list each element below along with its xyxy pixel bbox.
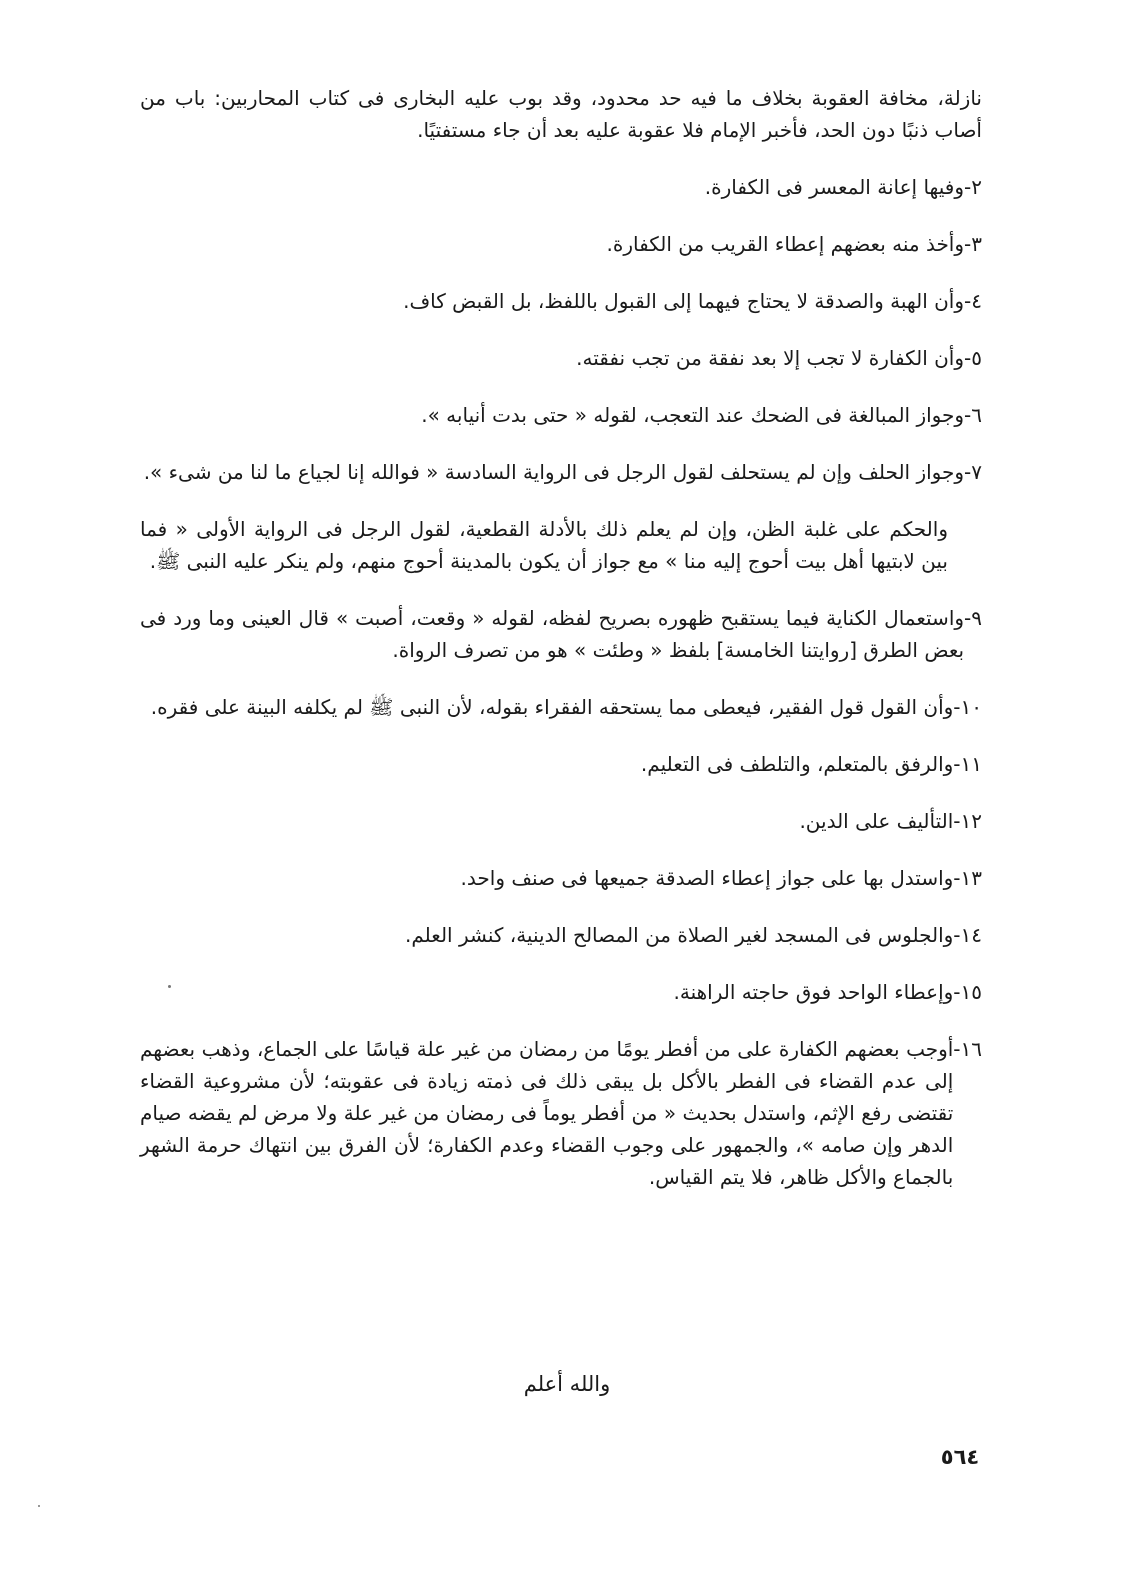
page-number: ٥٦٤	[940, 1445, 980, 1469]
item-text: وإعطاء الواحد فوق حاجته الراهنة.	[673, 980, 954, 1004]
intro-paragraph: نازلة، مخافة العقوبة بخلاف ما فيه حد محدود، وقد بوب عليه البخارى فى كتاب المحاربين: باب من أصاب ذنبًا دون الحد، فأخبر الإمام فلا عقوبة عليه بعد أن جاء مستفتيًا.	[140, 86, 982, 142]
list-item	[140, 919, 982, 951]
scan-speck	[38, 1505, 40, 1507]
item-number: ٥-	[964, 346, 982, 370]
item-text: وأن الهبة والصدقة لا يحتاج فيهما إلى القبول باللفظ، بل القبض كاف.	[403, 289, 965, 313]
item-text: والرفق بالمتعلم، والتلطف فى التعليم.	[640, 752, 954, 776]
list-item	[140, 691, 982, 723]
list-item	[140, 602, 982, 666]
item-number: ٢-	[964, 175, 982, 199]
list-item	[140, 456, 982, 488]
item-text: أوجب بعضهم الكفارة على من أفطر يومًا من رمضان من غير علة قياسًا على الجماع، وذهب بعضهم إلى عدم القضاء فى الفطر بالأكل بل يبقى ذلك فى ذمته زيادة فى عقوبته؛ لأن مشروعية القضاء تقتضى رفع الإثم، واستدل بحديث « من أفطر يوماً فى رمضان من غير علة ولا مرض لم يقضه صيام الدهر وإن صامه »، والجمهور على وجوب القضاء وعدم الكفارة؛ لأن الفرق بين انتهاك حرمة الشهر بالجماع والأكل ظاهر، فلا يتم القياس.	[140, 1037, 954, 1189]
item-text: وجواز المبالغة فى الضحك عند التعجب، لقوله « حتى بدت أنيابه ».	[421, 403, 965, 427]
item-text: والجلوس فى المسجد لغير الصلاة من المصالح الدينية، كنشر العلم.	[405, 923, 954, 947]
page-body	[140, 82, 982, 1218]
item-text: التأليف على الدين.	[799, 809, 954, 833]
list-item	[140, 228, 982, 260]
item-text: واستدل بها على جواز إعطاء الصدقة جميعها فى صنف واحد.	[460, 866, 954, 890]
item-number: ١٣-	[953, 866, 982, 890]
list-item	[140, 399, 982, 431]
item-number: ٩-	[964, 606, 982, 630]
item-text: وأن القول قول الفقير، فيعطى مما يستحقه الفقراء بقوله، لأن النبى ﷺ لم يكلفه البينة على فقره.	[150, 695, 954, 719]
item-text: واستعمال الكناية فيما يستقبح ظهوره بصريح لفظه، لقوله « وقعت، أصبت » قال العينى وما ورد فى بعض الطرق [روايتنا الخامسة] بلفظ « وطئت » هو من تصرف الرواة.	[140, 606, 965, 662]
list-item	[140, 805, 982, 837]
list-item	[140, 1033, 982, 1193]
list-item	[140, 285, 982, 317]
item-number: ١٦-	[953, 1037, 982, 1061]
item-number: ٤-	[964, 289, 982, 313]
item-number: ١٥-	[953, 980, 982, 1004]
item-number: ١٤-	[953, 923, 982, 947]
scan-speck	[168, 985, 171, 988]
list-item	[140, 171, 982, 203]
item-text: وأن الكفارة لا تجب إلا بعد نفقة من تجب نفقته.	[576, 346, 965, 370]
item-number: ٣-	[964, 232, 982, 256]
list-item	[140, 976, 982, 1008]
item-number: ١٠-	[953, 695, 982, 719]
item-number: ٧-	[964, 460, 982, 484]
item-text: وفيها إعانة المعسر فى الكفارة.	[704, 175, 965, 199]
continuation-paragraph: والحكم على غلبة الظن، وإن لم يعلم ذلك بالأدلة القطعية، لقول الرجل فى الرواية الأولى « فما بين لابتيها أهل بيت أحوج إليه منا » مع جواز أن يكون بالمدينة أحوج منهم، ولم ينكر عليه النبى ﷺ.	[140, 517, 948, 573]
list-item	[140, 342, 982, 374]
list-item	[140, 862, 982, 894]
list-item	[140, 748, 982, 780]
item-number: ١١-	[953, 752, 982, 776]
item-text: وجواز الحلف وإن لم يستحلف لقول الرجل فى الرواية السادسة « فوالله إنا لجياع ما لنا من شىء ».	[143, 460, 965, 484]
closing-phrase: والله أعلم	[523, 1372, 611, 1396]
item-number: ٦-	[964, 403, 982, 427]
item-text: وأخذ منه بعضهم إعطاء القريب من الكفارة.	[606, 232, 965, 256]
item-number: ١٢-	[953, 809, 982, 833]
